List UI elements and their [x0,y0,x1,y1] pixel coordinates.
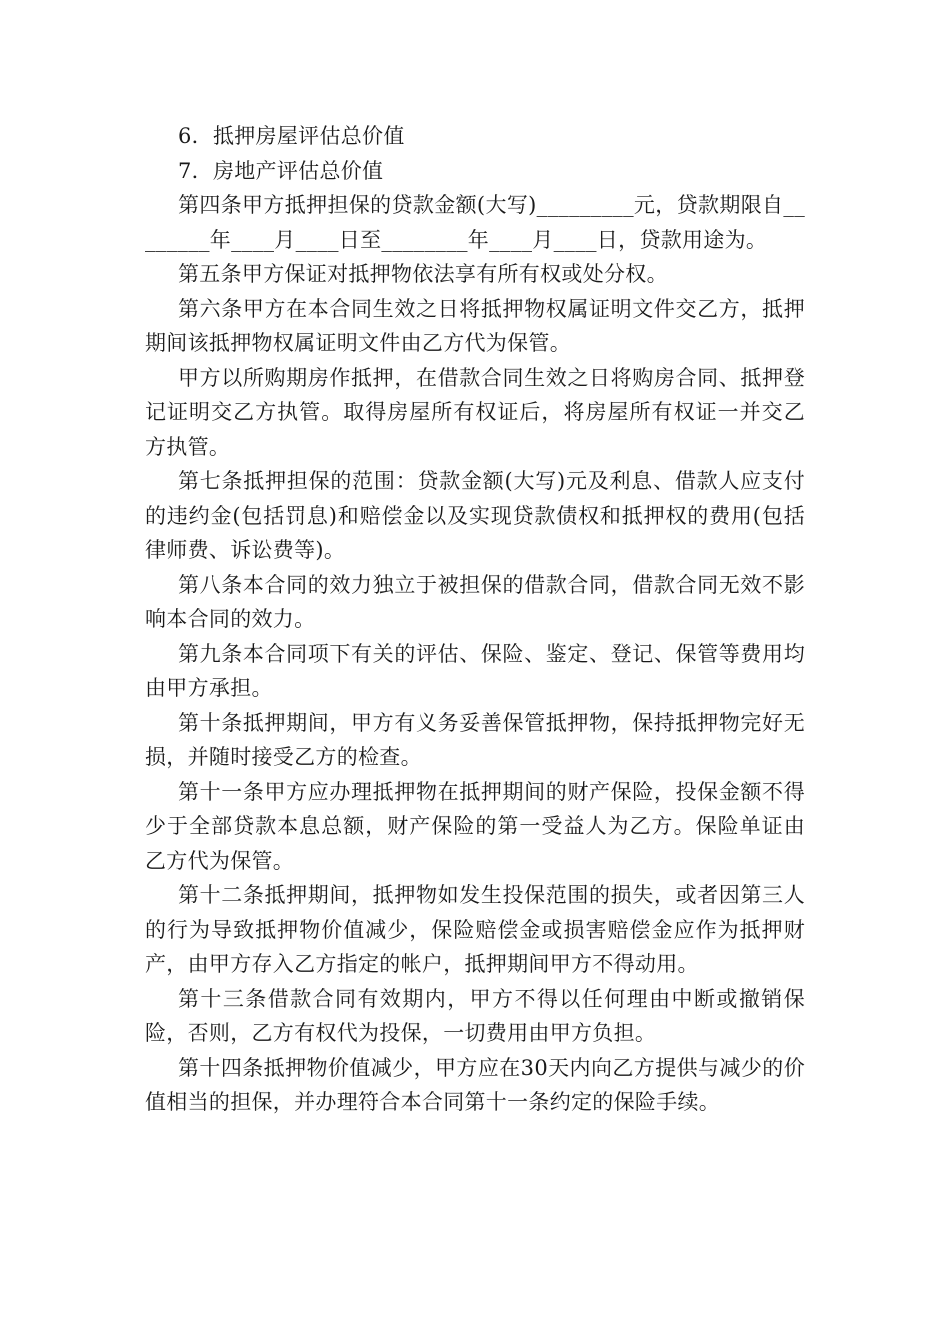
article-7-paragraph: 第七条抵押担保的范围：贷款金额(大写)元及利息、借款人应支付的违约金(包括罚息)和赔偿金以及实现贷款债权和抵押权的费用(包括律师费、诉讼费等)。 [145,469,805,562]
article-6-supplement-paragraph: 甲方以所购期房作抵押，在借款合同生效之日将购房合同、抵押登记证明交乙方执管。取得房屋所有权证后，将房屋所有权证一并交乙方执管。 [145,365,805,459]
article-11-paragraph: 第十一条甲方应办理抵押物在抵押期间的财产保险，投保金额不得少于全部贷款本息总额，财产保险的第一受益人为乙方。保险单证由乙方代为保管。 [145,779,805,873]
document-page [145,119,805,1120]
article-5-paragraph: 第五条甲方保证对抵押物依法享有所有权或处分权。 [178,262,668,286]
article-13-paragraph: 第十三条借款合同有效期内，甲方不得以任何理由中断或撤销保险，否则，乙方有权代为投保，一切费用由甲方负担。 [145,986,805,1045]
article-4-paragraph: 第四条甲方抵押担保的贷款金额(大写)_________元，贷款期限自________年____月____日至________年____月____日，贷款用途为。 [145,193,805,252]
article-12-paragraph: 第十二条抵押期间，抵押物如发生投保范围的损失，或者因第三人的行为导致抵押物价值减少，保险赔偿金或损害赔偿金应作为抵押财产，由甲方存入乙方指定的帐户，抵押期间甲方不得动用。 [145,883,805,976]
article-14-paragraph: 第十四条抵押物价值减少，甲方应在30天内向乙方提供与减少的价值相当的担保，并办理符合本合同第十一条约定的保险手续。 [145,1055,805,1114]
article-10-paragraph: 第十条抵押期间，甲方有义务妥善保管抵押物，保持抵押物完好无损，并随时接受乙方的检查。 [145,710,805,769]
article-8-paragraph: 第八条本合同的效力独立于被担保的借款合同，借款合同无效不影响本合同的效力。 [145,572,805,631]
article-6-paragraph: 第六条甲方在本合同生效之日将抵押物权属证明文件交乙方，抵押期间该抵押物权属证明文件由乙方代为保管。 [145,296,805,355]
paragraph-item-6: 6．抵押房屋评估总价值 [178,124,405,148]
article-9-paragraph: 第九条本合同项下有关的评估、保险、鉴定、登记、保管等费用均由甲方承担。 [145,641,805,700]
paragraph-item-7: 7．房地产评估总价值 [178,158,384,183]
